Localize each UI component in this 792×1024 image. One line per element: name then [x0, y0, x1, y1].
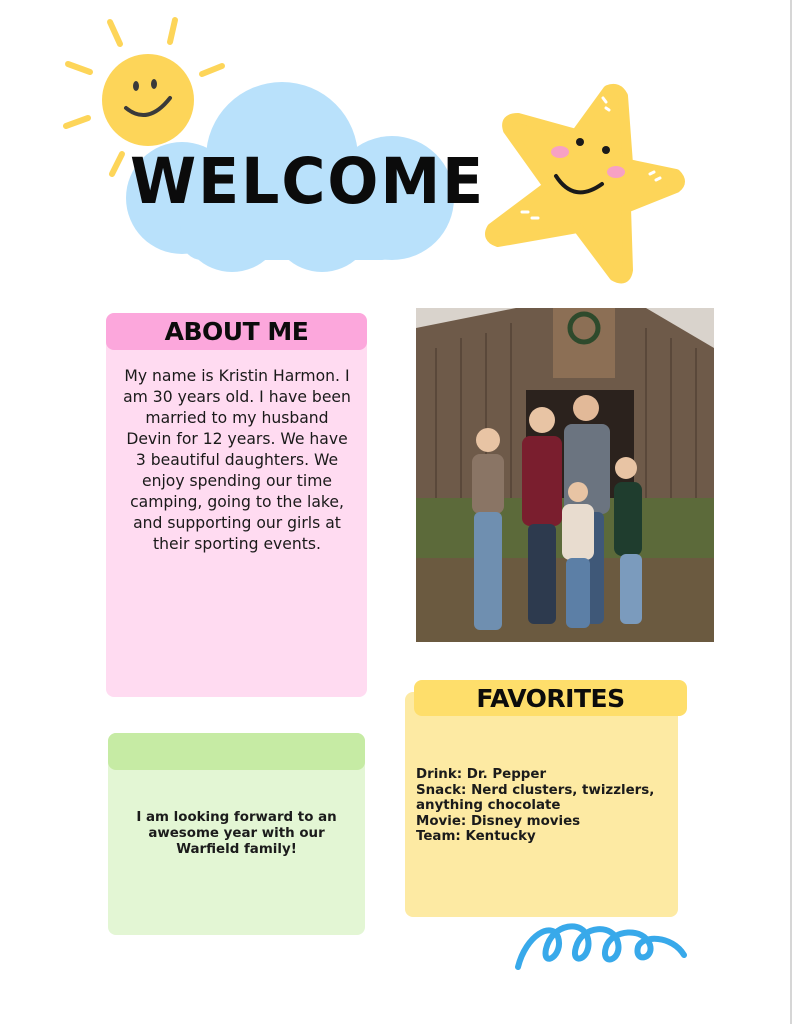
note-body: I am looking forward to an awesome year with our Warfield family!: [136, 810, 337, 857]
favorite-snack: Snack: Nerd clusters, twizzlers, anything chocolate: [416, 782, 655, 813]
about-body: My name is Kristin Harmon. I am 30 years old. I have been married to my husband Devin for 12 years. We have 3 beautiful daughters. We enjoy spending our time camping, going to the lake, and supporting our girls at their sporting events.: [123, 367, 351, 553]
favorites-list: [416, 767, 676, 845]
favorite-drink: Drink: Dr. Pepper: [416, 767, 547, 782]
welcome-heading: WELCOME: [130, 145, 486, 219]
favorite-team: Team: Kentucky: [416, 829, 536, 844]
favorites-header: [414, 680, 687, 716]
squiggle-icon: [512, 915, 692, 977]
note-header: [108, 733, 365, 770]
about-title: ABOUT ME: [164, 317, 309, 346]
favorite-movie: Movie: Disney movies: [416, 813, 581, 829]
family-photo: [416, 308, 714, 642]
about-header: [106, 313, 367, 350]
favorites-title: FAVORITES: [476, 683, 625, 713]
star-icon: [478, 78, 688, 288]
